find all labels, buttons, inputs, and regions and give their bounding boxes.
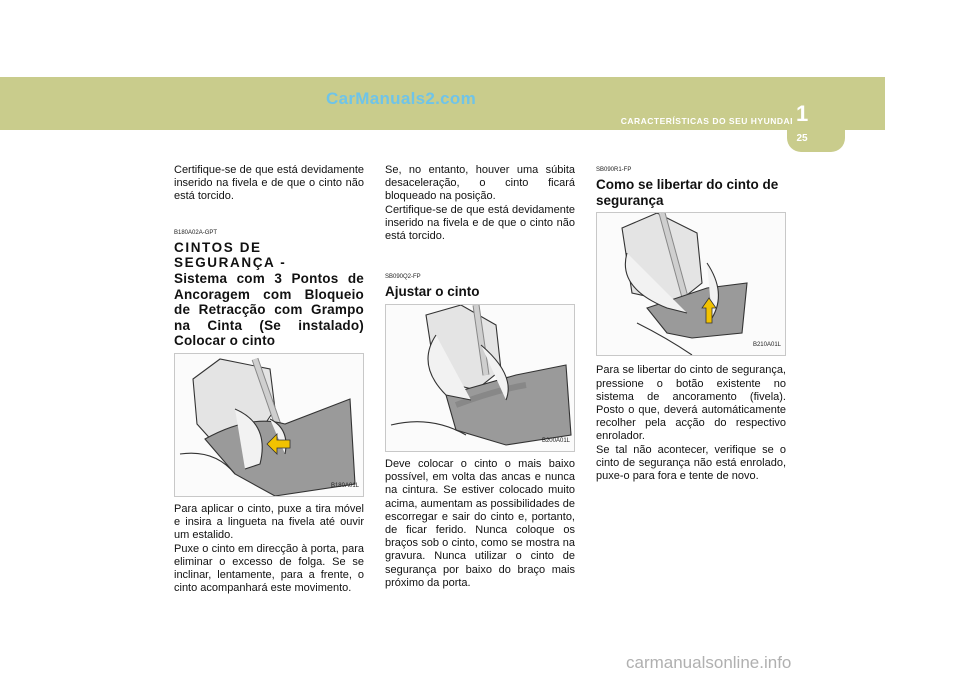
seatbelt-fasten-illustration xyxy=(175,354,363,496)
col1-intro: Certifique-se de que está devidamente inserido na fivela e de que o cinto não está torcido. xyxy=(174,164,364,203)
column-3 xyxy=(596,164,786,483)
seatbelt-release-illustration xyxy=(597,213,785,355)
col1-figure-label: B180A01L xyxy=(330,482,359,489)
col3-body: Para se libertar do cinto de segurança, pressione o botão existente no sistema de ancoramento (fivela). Posto o que, deverá automáticamente recolher pela acção do respectivo enrolador. xyxy=(596,364,786,443)
column-2 xyxy=(385,164,575,590)
column-1 xyxy=(174,164,364,595)
page-number: 25 xyxy=(796,133,808,144)
col2-intro: Se, no entanto, houver uma súbita desaceleração, o cinto ficará bloqueado na posição. xyxy=(385,164,575,203)
col1-heading: Sistema com 3 Pontos de Ancoragem com Bloqueio de Retracção com Grampo na Cinta (Se instalado) Colocar o cinto xyxy=(174,271,364,349)
watermark-top[interactable]: CarManuals2.com xyxy=(326,89,476,108)
watermark-bottom[interactable]: carmanualsonline.info xyxy=(626,653,792,672)
col2-code: SB090Q2-FP xyxy=(385,274,421,281)
col2-body: Deve colocar o cinto o mais baixo possível, em volta das ancas e nunca na cintura. Se estiver colocado muito acima, aumentam as possibilidades de escorregar e sair do cinto e, portanto, de ficar ferido. Nunca coloque os braços sob o cinto, como se mostra na gravura. Nunca utilizar o cinto de segurança por baixo do braço mais próximo da porta. xyxy=(385,458,575,589)
col1-body2: Puxe o cinto em direcção à porta, para eliminar o excesso de folga. Se se inclinar, lentamente, para a frente, o cinto acompanhará este movimento. xyxy=(174,542,364,595)
col2-heading: Ajustar o cinto xyxy=(385,284,480,300)
col3-code: SB090R1-FP xyxy=(596,167,632,173)
figure-b200a01l xyxy=(385,304,575,452)
col1-code: B180A02A-GPT xyxy=(174,229,218,236)
col2-figure-label: B200A01L xyxy=(541,437,570,444)
chapter-title: CARACTERÍSTICAS DO SEU HYUNDAI xyxy=(620,116,793,126)
col3-body2: Se tal não acontecer, verifique se o cinto de segurança não está enrolado, puxe-o para fora e tente de novo. xyxy=(596,443,786,483)
figure-b180a01l xyxy=(174,353,364,497)
col1-heading-line1: CINTOS DE SEGURANÇA - xyxy=(174,239,287,271)
col1-body: Para aplicar o cinto, puxe a tira móvel e insira a lingueta na fivela até ouvir um estalido. xyxy=(174,502,364,542)
figure-b210a01l xyxy=(596,212,786,356)
seatbelt-adjust-illustration xyxy=(386,305,574,451)
col3-figure-label: B210A01L xyxy=(752,342,781,349)
chapter-number: 1 xyxy=(796,101,809,126)
col3-heading: Como se libertar do cinto de segurança xyxy=(596,177,779,208)
col2-intro2: Certifique-se de que está devidamente inserido na fivela e de que o cinto não está torcido. xyxy=(385,203,575,243)
